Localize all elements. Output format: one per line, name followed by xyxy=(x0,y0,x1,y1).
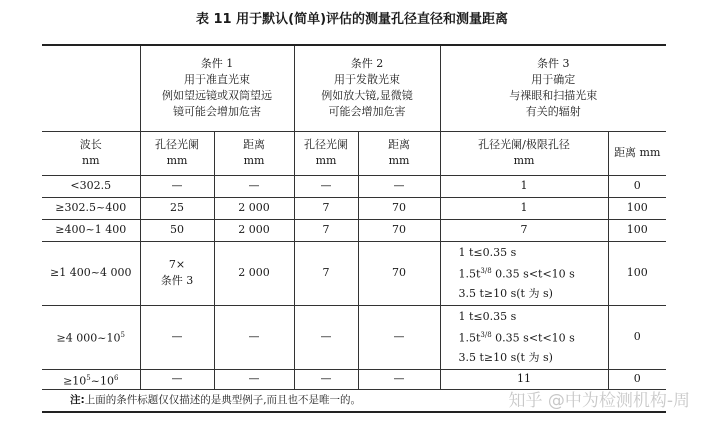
c2-aperture-header: 孔径光阑 mm xyxy=(294,131,358,175)
time-formula: 1 t≤0.35 s $1.5t^{3/8}$ 0.35 s<t<10 s 3.5 t≥10 s(t 为 s) xyxy=(440,241,608,305)
table-row: ≥302.5~400 25 2 000 7 70 1 100 xyxy=(42,197,666,219)
corner-cell xyxy=(42,45,140,131)
table-row: $\ge 10^5\sim 10^6$ — — — — 11 0 xyxy=(42,369,666,390)
aperture-distance-table xyxy=(42,44,666,413)
watermark: 知乎 @中为检测机构-周 xyxy=(508,391,690,411)
table-note: 注:上面的条件标题仅仅描述的是典型例子,而且也不是唯一的。 xyxy=(42,390,666,412)
c3-distance-header: 距离 mm xyxy=(608,131,666,175)
condition-1-header: 条件 1 用于准直光束 例如望远镜或双筒望远 镜可能会增加危害 xyxy=(140,45,294,131)
table-row: ≥400~1 400 50 2 000 7 70 7 100 xyxy=(42,219,666,241)
c1-distance-header: 距离 mm xyxy=(214,131,294,175)
table-row: ≥4 $000\sim 10^5$ — — — — 1 t≤0.35 s $1.5t^{3/8}$ 0.35 s<t<10 s 3.5 t≥10 s(t 为 s) 0 xyxy=(42,305,666,369)
table-row: ≥1 400~4 000 7× 条件 3 2 000 7 70 1 t≤0.35 s $1.5t^{3/8}$ 0.35 s<t<10 s 3.5 t≥10 s(t 为 s) 100 xyxy=(42,241,666,305)
condition-3-header: 条件 3 用于确定 与裸眼和扫描光束 有关的辐射 xyxy=(440,45,666,131)
c2-distance-header: 距离 mm xyxy=(358,131,440,175)
table-row: <302.5 — — — — 1 0 xyxy=(42,175,666,197)
wavelength-header: 波长 nm xyxy=(42,131,140,175)
time-formula: 1 t≤0.35 s $1.5t^{3/8}$ 0.35 s<t<10 s 3.5 t≥10 s(t 为 s) xyxy=(440,305,608,369)
condition-2-header: 条件 2 用于发散光束 例如放大镜,显微镜 可能会增加危害 xyxy=(294,45,440,131)
c1-aperture-header: 孔径光阑 mm xyxy=(140,131,214,175)
table-title: 表 11 用于默认(简单)评估的测量孔径直径和测量距离 xyxy=(195,12,509,27)
c3-aperture-header: 孔径光阑/极限孔径 mm xyxy=(440,131,608,175)
